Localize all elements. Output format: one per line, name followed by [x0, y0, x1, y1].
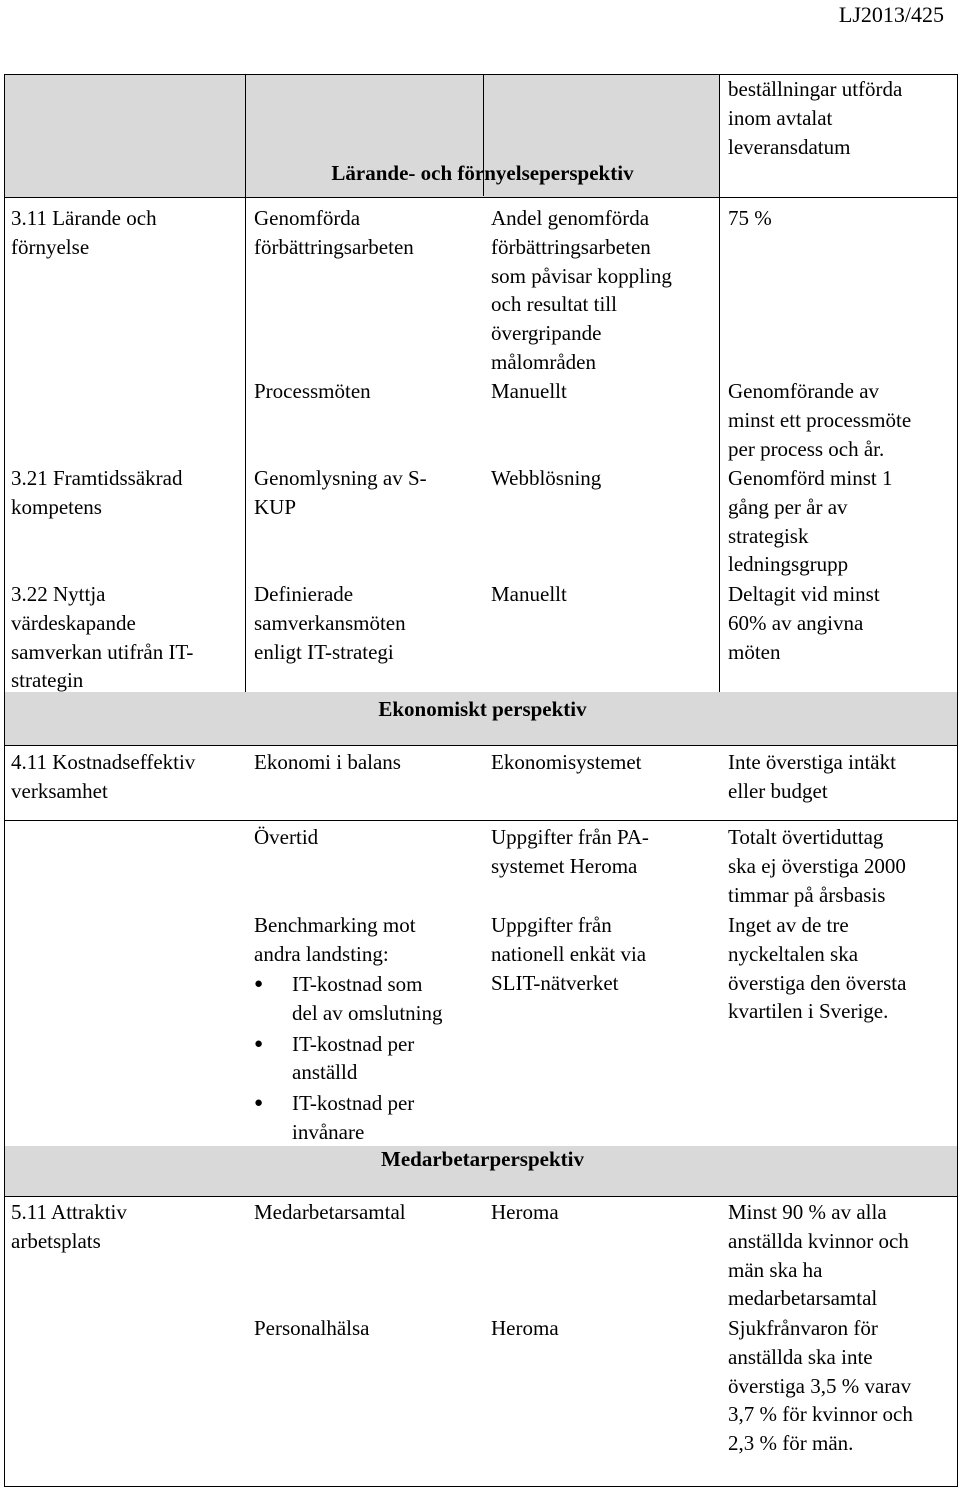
target-cell: beställningar utförda inom avtalat leveransdatum — [728, 77, 903, 159]
goal-cell: 5.11 Attraktiv arbetsplats — [11, 1200, 127, 1253]
section-heading-learning: Lärande- och förnyelseperspektiv — [331, 161, 634, 185]
table-rule — [4, 197, 958, 198]
measure-cell: Processmöten — [254, 379, 371, 403]
table-rule — [4, 745, 958, 746]
measure-cell: Definierade samverkansmöten enligt IT-strategi — [254, 582, 406, 664]
list-item: ● IT-kostnad som del av omslutning — [254, 970, 479, 1028]
target-cell: Inte överstiga intäkt eller budget — [728, 750, 896, 803]
target-cell: Totalt övertiduttag ska ej överstiga 2000 timmar på årsbasis — [728, 825, 906, 907]
method-cell: Manuellt — [491, 379, 567, 403]
measure-cell: Övertid — [254, 825, 319, 849]
method-cell: Webblösning — [491, 466, 602, 490]
table-rule — [957, 74, 958, 1487]
measure-cell: Ekonomi i balans — [254, 750, 401, 774]
goal-cell: 4.11 Kostnadseffektiv verksamhet — [11, 750, 196, 803]
table-rule — [4, 1486, 958, 1487]
target-cell: Inget av de tre nyckeltalen ska överstiga den översta kvartilen i Sverige. — [728, 913, 907, 1024]
measure-cell: Genomförda förbättringsarbeten — [254, 206, 414, 259]
measure-cell: Genomlysning av S- KUP — [254, 466, 427, 519]
method-cell: Uppgifter från PA- systemet Heroma — [491, 825, 649, 878]
table-rule — [4, 1196, 958, 1197]
measure-cell: Personalhälsa — [254, 1316, 370, 1340]
measure-cell: Medarbetarsamtal — [254, 1200, 406, 1224]
goal-cell: 3.22 Nyttja värdeskapande samverkan utifrån IT- strategin — [11, 582, 194, 693]
list-item: ● IT-kostnad per anställd — [254, 1030, 479, 1088]
method-cell: Heroma — [491, 1200, 559, 1224]
method-cell: Andel genomförda förbättringsarbeten som påvisar koppling och resultat till övergripande målområden — [491, 206, 672, 374]
target-cell: Deltagit vid minst 60% av angivna möten — [728, 582, 880, 664]
method-cell: Ekonomisystemet — [491, 750, 642, 774]
goal-cell: 3.21 Framtidssäkrad kompetens — [11, 466, 183, 519]
table-rule — [719, 74, 720, 692]
method-cell: Heroma — [491, 1316, 559, 1340]
list-item: ● IT-kostnad per invånare — [254, 1089, 479, 1147]
goal-cell: 3.11 Lärande och förnyelse — [11, 206, 157, 259]
table-rule — [4, 820, 958, 821]
target-cell: Sjukfrånvaron för anställda ska inte överstiga 3,5 % varav 3,7 % för kvinnor och 2,3 % för män. — [728, 1316, 913, 1456]
target-cell: Genomförd minst 1 gång per år av strategisk ledningsgrupp — [728, 466, 893, 577]
target-cell: Genomförande av minst ett processmöte per process och år. — [728, 379, 912, 461]
table-rule — [4, 74, 5, 1487]
section-heading-staff: Medarbetarperspektiv — [381, 1147, 584, 1171]
document-reference: LJ2013/425 — [838, 2, 944, 27]
section-heading-economic: Ekonomiskt perspektiv — [378, 697, 587, 721]
target-cell: Minst 90 % av alla anställda kvinnor och män ska ha medarbetarsamtal — [728, 1200, 909, 1311]
method-cell: Manuellt — [491, 582, 567, 606]
benchmark-list — [254, 970, 479, 1149]
target-cell: 75 % — [728, 206, 772, 230]
method-cell: Uppgifter från nationell enkät via SLIT-nätverket — [491, 913, 647, 995]
measure-cell: Benchmarking mot andra landsting: — [254, 913, 416, 966]
